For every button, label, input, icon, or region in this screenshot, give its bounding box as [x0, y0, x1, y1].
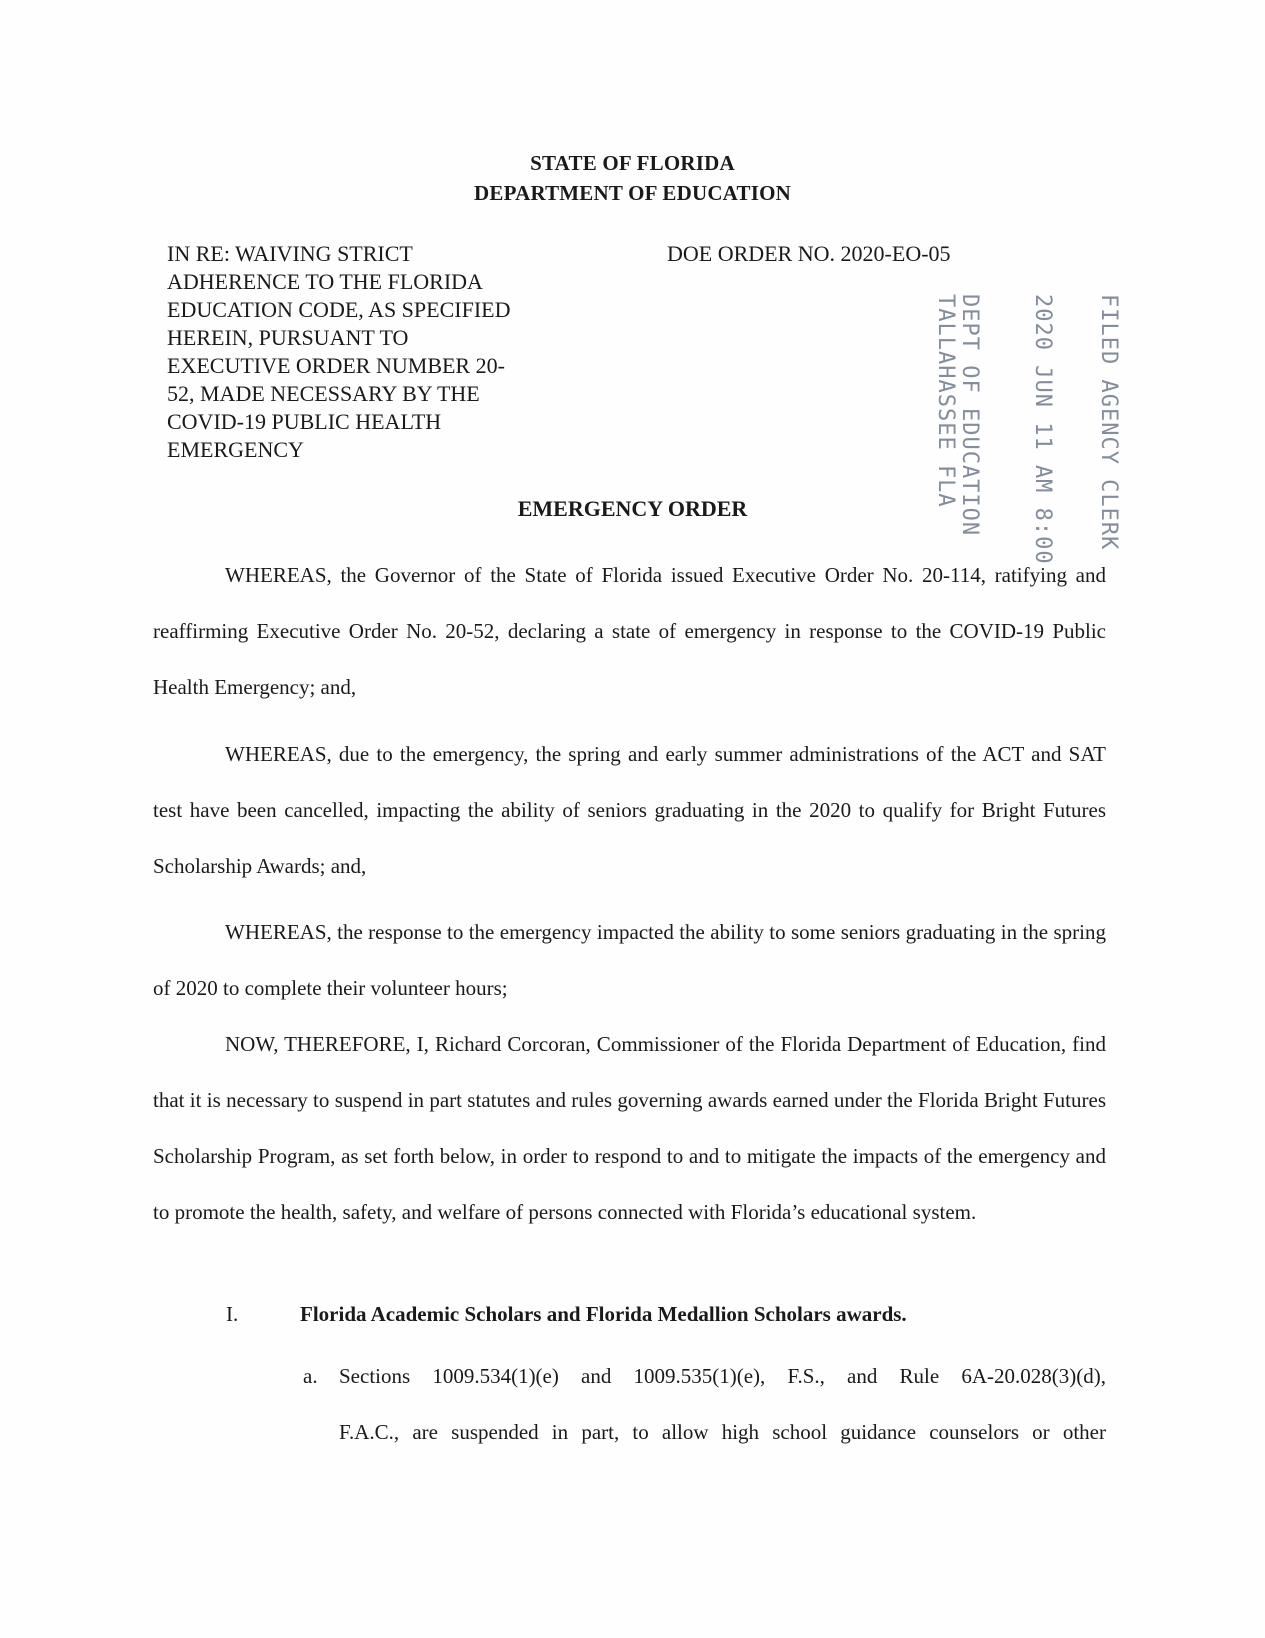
case-caption [167, 240, 587, 464]
whereas-paragraph-1 [153, 547, 1106, 715]
filed-stamp-dept: DEPT OF EDUCATION [957, 294, 982, 537]
caption-line: EDUCATION CODE, AS SPECIFIED [167, 297, 511, 322]
caption-line: IN RE: WAIVING STRICT [167, 241, 413, 266]
whereas-paragraph-3 [153, 904, 1106, 1016]
paragraph-text: WHEREAS, the response to the emergency impacted the ability to some seniors graduating in the spring of 2020 to complete their volunteer hours; [153, 920, 1106, 1000]
item-text-line2: F.A.C., are suspended in part, to allow high school guidance counselors or other [339, 1420, 1106, 1444]
header-state: STATE OF FLORIDA [530, 151, 735, 175]
caption-line: COVID-19 PUBLIC HEALTH [167, 409, 442, 434]
section-heading [226, 1299, 907, 1329]
order-number: DOE ORDER NO. 2020-EO-05 [667, 241, 951, 266]
filed-stamp-datetime: 2020 JUN 11 AM 8:00 [1030, 294, 1055, 565]
item-a-first-line [303, 1348, 1106, 1404]
title-text: EMERGENCY ORDER [517, 496, 748, 521]
caption-line: HEREIN, PURSUANT TO [167, 325, 409, 350]
whereas-paragraph-2 [153, 726, 1106, 894]
caption-line: EXECUTIVE ORDER NUMBER 20- [167, 353, 505, 378]
paragraph-text: WHEREAS, the Governor of the State of Florida issued Executive Order No. 20-114, ratifying and reaffirming Executive Order No. 20-52, declaring a state of emergency in response to the COVID-19 Public Health Emergency; and, [153, 563, 1106, 699]
document-title [0, 496, 1265, 522]
document-header [0, 148, 1265, 208]
section-title: Florida Academic Scholars and Florida Medallion Scholars awards. [300, 1302, 907, 1326]
filed-stamp-agency: FILED AGENCY CLERK [1096, 294, 1121, 551]
section-item-a [303, 1348, 1106, 1460]
caption-line: EMERGENCY [167, 437, 304, 462]
item-label: a. [303, 1364, 318, 1388]
now-therefore-paragraph [153, 1016, 1106, 1240]
item-text-line1: Sections 1009.534(1)(e) and 1009.535(1)(e), F.S., and Rule 6A-20.028(3)(d), [339, 1364, 1106, 1388]
paragraph-text: NOW, THEREFORE, I, Richard Corcoran, Commissioner of the Florida Department of Education, find that it is necessary to suspend in part statutes and rules governing awards earned under the Florida Bright Futures Scholarship Program, as set forth below, in order to respond to and to mitigate the impacts of the emergency and to promote the health, safety, and welfare of persons connected with Florida’s educational system. [153, 1032, 1106, 1224]
filed-stamp-city: TALLAHASSEE FLA [933, 294, 958, 508]
caption-line: 52, MADE NECESSARY BY THE [167, 381, 480, 406]
section-number: I. [226, 1302, 239, 1326]
header-department: DEPARTMENT OF EDUCATION [474, 181, 791, 205]
paragraph-text: WHEREAS, due to the emergency, the spring and early summer administrations of the ACT and SAT test have been cancelled, impacting the ability of seniors graduating in the 2020 to qualify for Bright Futures Scholarship Awards; and, [153, 742, 1106, 878]
caption-line: ADHERENCE TO THE FLORIDA [167, 269, 483, 294]
